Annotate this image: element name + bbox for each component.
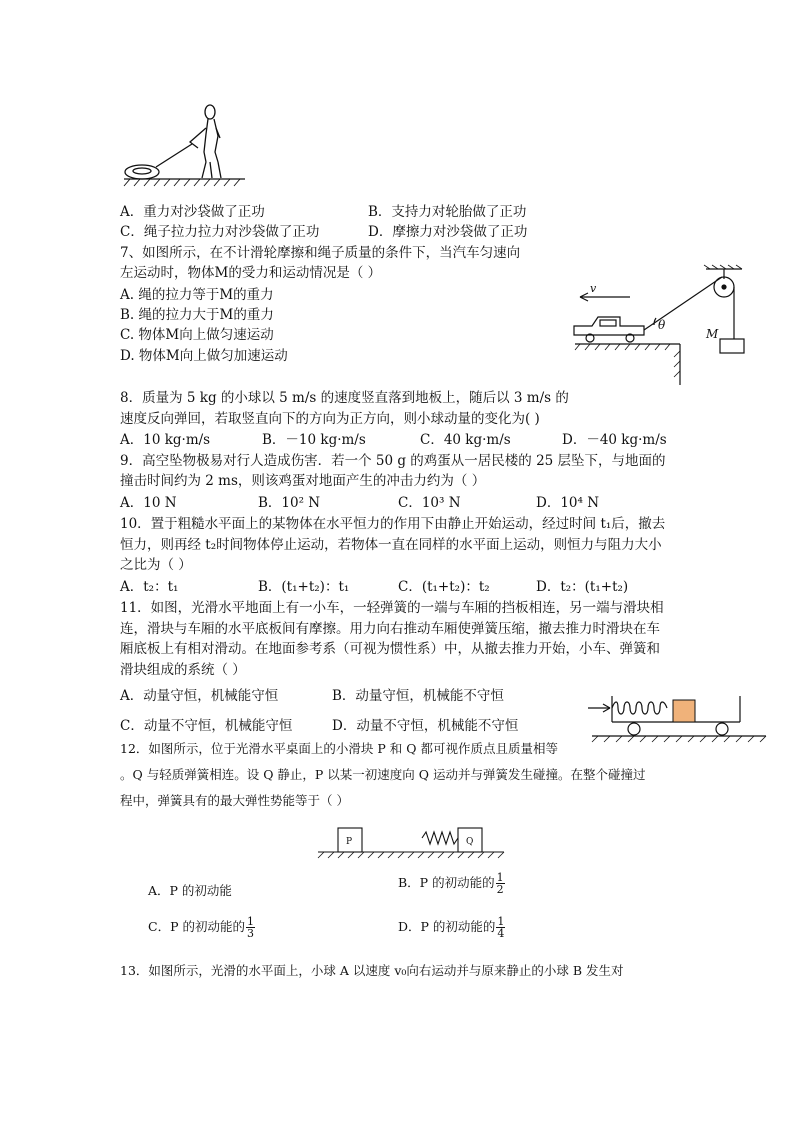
block-q-label: Q (466, 837, 474, 847)
option-a: A．重力对沙袋做了正功 (120, 204, 265, 220)
q8-option-a: A．10 kg·m/s (120, 432, 211, 448)
velocity-label: v (590, 282, 597, 295)
question-10-text: 之比为（ ） (120, 557, 192, 573)
slider-block (673, 700, 695, 722)
question-12-text: 。Q 与轻质弹簧相连。设 Q 静止，P 以某一初速度向 Q 运动并与弹簧发生碰撞。在整个碰撞过 (120, 767, 646, 782)
block-p-label: P (346, 837, 353, 847)
q7-option-a: A. 绳的拉力等于M的重力 (120, 287, 274, 303)
question-7-text: 7、如图所示，在不计滑轮摩擦和绳子质量的条件下，当汽车匀速向 (120, 245, 521, 261)
question-11-text: 连，滑块与车厢的水平底板间有摩擦。用力向右推动车厢使弹簧压缩，撤去推力时滑块在车 (120, 621, 660, 637)
question-9-text: 撞击时间约为 2 ms，则该鸡蛋对地面产生的冲击力约为（ ） (120, 473, 486, 489)
cart-spring-figure (588, 692, 768, 748)
question-9-text: 9．高空坠物极易对行人造成伤害．若一个 50 g 的鸡蛋从一居民楼的 25 层坠下，与地面的 (120, 453, 666, 469)
fraction: $\frac{1}{3}$ (246, 915, 254, 940)
option-c: C．绳子拉力拉力对沙袋做了正功 (120, 224, 320, 240)
q10-option-a: A．t₂：t₁ (120, 579, 179, 595)
q8-option-b: B．－10 kg·m/s (262, 432, 366, 448)
q10-option-d: D．t₂：(t₁+t₂) (536, 579, 629, 595)
q7-option-c: C. 物体M向上做匀速运动 (120, 327, 274, 343)
question-12-text: 程中，弹簧具有的最大弹性势能等于（ ） (120, 793, 349, 808)
question-10-text: 恒力，则再经 t₂时间物体停止运动，若物体一直在同样的水平面上运动，则恒力与阻力大小 (120, 537, 662, 553)
question-11-text: 滑块组成的系统（ ） (120, 662, 246, 678)
q11-option-d: D．动量不守恒，机械能不守恒 (332, 718, 519, 734)
fraction: $\frac{1}{2}$ (496, 871, 504, 896)
pq-spring-figure (318, 822, 504, 862)
question-8-text: 8．质量为 5 kg 的小球以 5 m/s 的速度竖直落到地板上，随后以 3 m/s 的 (120, 390, 569, 406)
q12-option-d-text: D．P 的初动能的 (398, 919, 496, 934)
question-13-text: 13．如图所示，光滑的水平面上，小球 A 以速度 v₀向右运动并与原来静止的小球 B 发生对 (120, 963, 624, 978)
q12-option-b (398, 872, 505, 895)
q8-option-d: D．－40 kg·m/s (562, 432, 667, 448)
theta-label: θ (658, 318, 666, 332)
fraction: $\frac{1}{4}$ (497, 915, 505, 940)
q12-option-c-text: C．P 的初动能的 (148, 919, 245, 934)
question-7-text: 左运动时，物体M的受力和运动情况是（ ） (120, 265, 382, 281)
q12-option-a: A．P 的初动能 (148, 883, 232, 898)
q7-option-b: B. 绳的拉力大于M的重力 (120, 307, 274, 323)
q11-option-b: B．动量守恒，机械能不守恒 (332, 688, 504, 704)
mass-label: M (706, 327, 719, 341)
q8-option-c: C．40 kg·m/s (420, 432, 511, 448)
option-d: D．摩擦力对沙袋做了正功 (368, 224, 528, 240)
q7-option-d: D. 物体M向上做匀加速运动 (120, 348, 288, 364)
tire-drag-figure (122, 104, 247, 188)
q12-option-c (148, 916, 255, 939)
car-pulley-figure (570, 265, 750, 387)
option-b: B．支持力对轮胎做了正功 (368, 204, 527, 220)
question-12-text: 12．如图所示，位于光滑水平桌面上的小滑块 P 和 Q 都可视作质点且质量相等 (120, 741, 558, 756)
q9-option-a: A．10 N (120, 495, 177, 511)
q11-option-a: A．动量守恒，机械能守恒 (120, 688, 279, 704)
q11-option-c: C．动量不守恒，机械能守恒 (120, 718, 293, 734)
q9-option-d: D．10⁴ N (536, 495, 600, 511)
q10-option-b: B．(t₁+t₂)：t₁ (258, 579, 350, 595)
question-11-text: 11．如图，光滑水平地面上有一小车，一轻弹簧的一端与车厢的挡板相连，另一端与滑块相 (120, 600, 664, 616)
q9-option-b: B．10² N (258, 495, 321, 511)
q10-option-c: C．(t₁+t₂)：t₂ (398, 579, 490, 595)
question-10-text: 10．置于粗糙水平面上的某物体在水平恒力的作用下由静止开始运动，经过时间 t₁后，撤去 (120, 516, 666, 532)
question-8-text: 速度反向弹回，若取竖直向下的方向为正方向，则小球动量的变化为( ) (120, 411, 540, 427)
q9-option-c: C．10³ N (398, 495, 461, 511)
question-11-text: 厢底板上有相对滑动。在地面参考系（可视为惯性系）中，从撤去推力开始，小车、弹簧和 (120, 641, 660, 657)
q12-option-b-text: B．P 的初动能的 (398, 875, 495, 890)
q12-option-d (398, 916, 505, 939)
